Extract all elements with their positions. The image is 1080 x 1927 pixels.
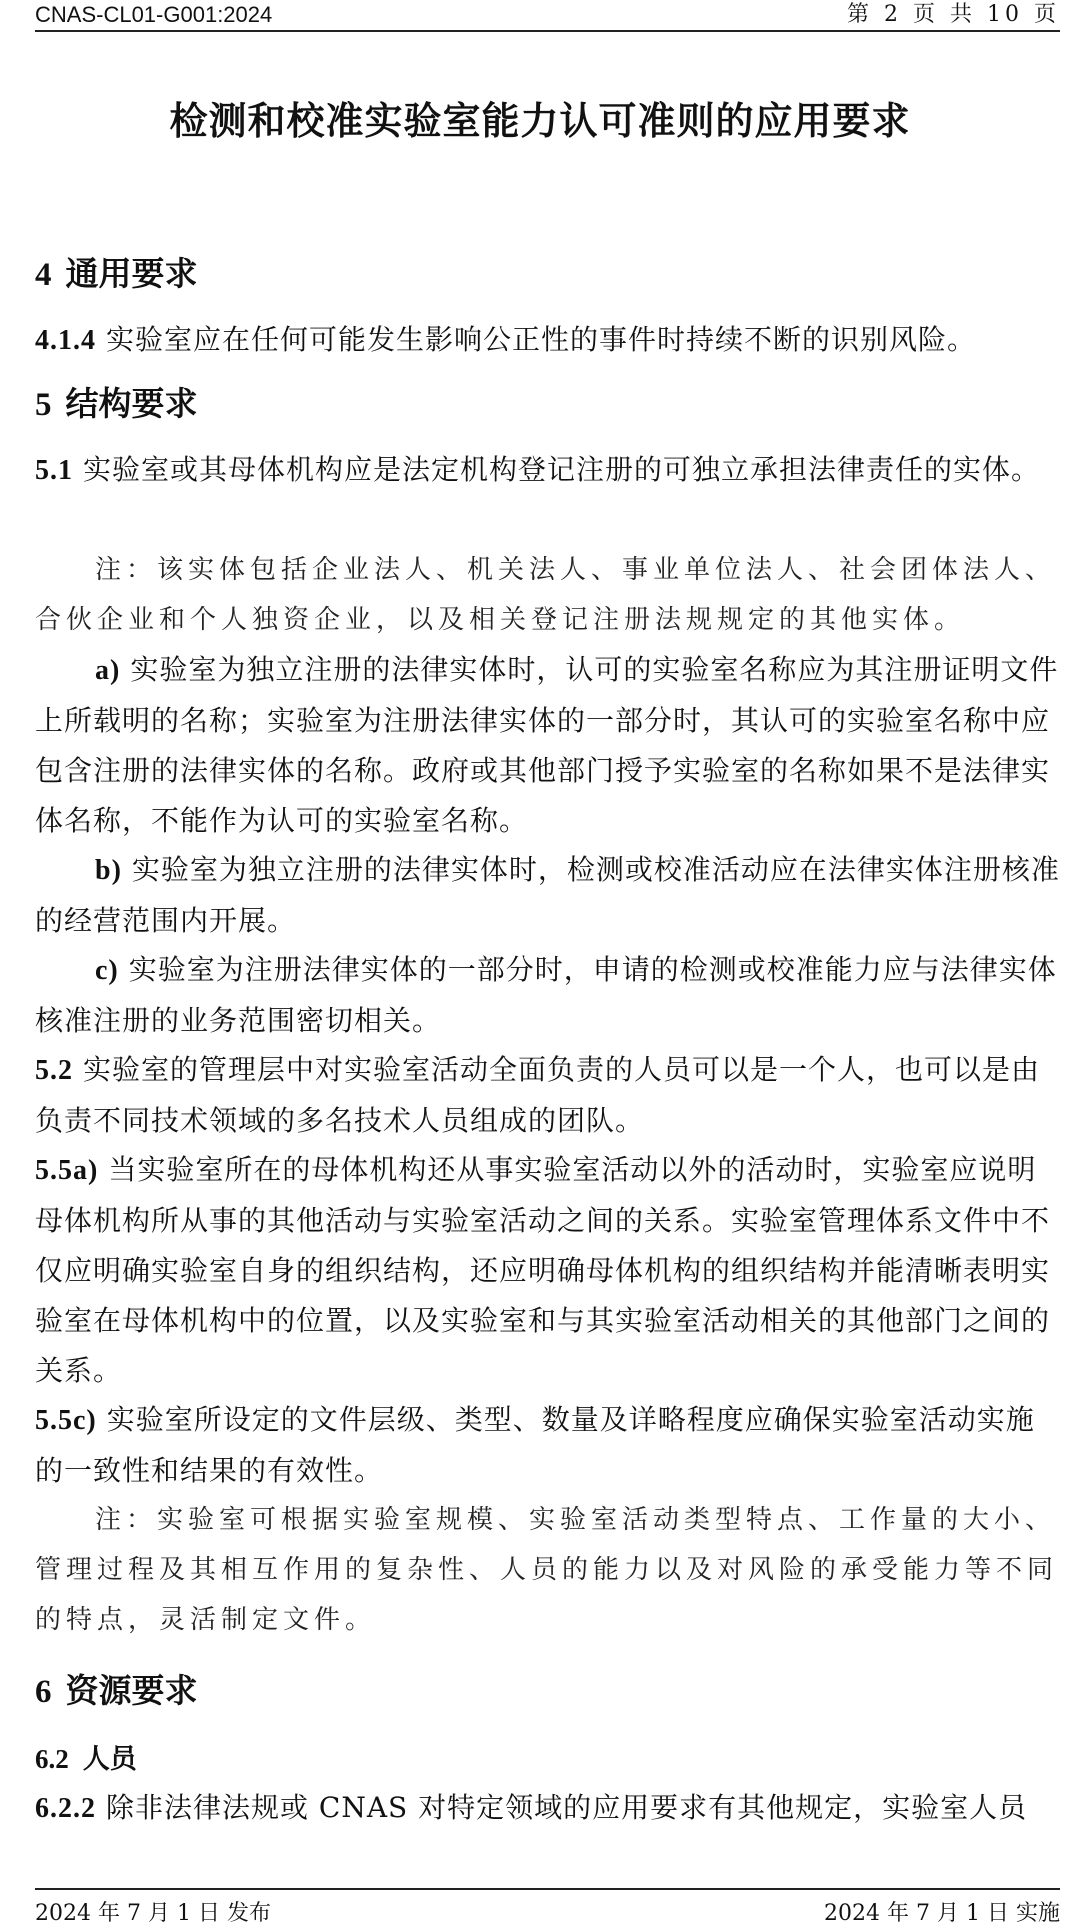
section-5-heading bbox=[35, 378, 198, 425]
item-b bbox=[35, 845, 1060, 946]
item-text: 实验室为独立注册的法律实体时，检测或校准活动应在法律实体注册核准的经营范围内开展。 bbox=[35, 853, 1060, 937]
clause-text: 实验室的管理层中对实验室活动全面负责的人员可以是一个人，也可以是由负责不同技术领域的多名技术人员组成的团队。 bbox=[35, 1053, 1041, 1137]
page-footer bbox=[35, 1888, 1060, 1927]
section-title: 人员 bbox=[82, 1744, 137, 1775]
page-number: 第 2 页 共 10 页 bbox=[847, 2, 1060, 27]
clause-label: 4.1.4 bbox=[35, 325, 96, 356]
document-code: CNAS-CL01-G001:2024 bbox=[35, 2, 273, 27]
clause-label: 5.5a) bbox=[35, 1155, 99, 1186]
item-a bbox=[35, 645, 1060, 846]
section-number: 5 bbox=[35, 387, 52, 423]
clause-5-1 bbox=[35, 445, 1060, 496]
item-label: c) bbox=[95, 955, 119, 986]
clause-label: 5.5c) bbox=[35, 1405, 97, 1436]
document-title: 检测和校准实验室能力认可准则的应用要求 bbox=[169, 99, 911, 143]
item-label: b) bbox=[95, 855, 122, 886]
clause-text: 实验室所设定的文件层级、类型、数量及详略程度应确保实验室活动实施的一致性和结果的有效性。 bbox=[35, 1403, 1035, 1487]
section-6-heading bbox=[35, 1665, 198, 1712]
clause-4-1-4 bbox=[35, 315, 1060, 366]
section-title: 资源要求 bbox=[65, 1671, 198, 1710]
clause-5-5a bbox=[35, 1145, 1060, 1396]
clause-5-2 bbox=[35, 1045, 1060, 1146]
clause-label: 5.1 bbox=[35, 455, 73, 486]
section-title: 结构要求 bbox=[65, 384, 198, 423]
clause-5-5c bbox=[35, 1395, 1060, 1496]
implementation-date: 2024 年 7 月 1 日 实施 bbox=[824, 1901, 1060, 1926]
section-6-2-heading bbox=[35, 1737, 137, 1776]
clause-text: 实验室或其母体机构应是法定机构登记注册的可独立承担法律责任的实体。 bbox=[83, 453, 1041, 486]
clause-text: 实验室应在任何可能发生影响公正性的事件时持续不断的识别风险。 bbox=[106, 323, 977, 356]
item-text: 实验室为独立注册的法律实体时，认可的实验室名称应为其注册证明文件上所载明的名称；实验室为注册法律实体的一部分时，其认可的实验室名称中应包含注册的法律实体的名称。政府或其他部门授予实验室的名称如果不是法律实体名称，不能作为认可的实验室名称。 bbox=[35, 653, 1059, 837]
section-number: 6 bbox=[35, 1674, 52, 1710]
note-2: 注：实验室可根据实验室规模、实验室活动类型特点、工作量的大小、管理过程及其相互作用的复杂性、人员的能力以及对风险的承受能力等不同的特点，灵活制定文件。 bbox=[35, 1505, 1059, 1635]
clause-6-2-2 bbox=[35, 1783, 1060, 1834]
clause-label: 6.2.2 bbox=[35, 1793, 96, 1824]
section-4-heading bbox=[35, 248, 198, 295]
item-label: a) bbox=[95, 655, 121, 686]
item-text: 实验室为注册法律实体的一部分时，申请的检测或校准能力应与法律实体核准注册的业务范围密切相关。 bbox=[35, 953, 1057, 1037]
item-c bbox=[35, 945, 1060, 1046]
clause-text: 除非法律法规或 CNAS 对特定领域的应用要求有其他规定，实验室人员 bbox=[106, 1791, 1028, 1824]
clause-label: 5.2 bbox=[35, 1055, 73, 1086]
clause-text: 当实验室所在的母体机构还从事实验室活动以外的活动时，实验室应说明母体机构所从事的其他活动与实验室活动之间的关系。实验室管理体系文件中不仅应明确实验室自身的组织结构，还应明确母体机构的组织结构并能清晰表明实验室在母体机构中的位置，以及实验室和与其实验室活动相关的其他部门之间的关系。 bbox=[35, 1153, 1051, 1387]
issue-date: 2024 年 7 月 1 日 发布 bbox=[35, 1901, 271, 1926]
section-title: 通用要求 bbox=[65, 254, 198, 293]
section-number: 6.2 bbox=[35, 1744, 69, 1774]
section-number: 4 bbox=[35, 257, 52, 293]
note-1: 注：该实体包括企业法人、机关法人、事业单位法人、社会团体法人、合伙企业和个人独资企业，以及相关登记注册法规规定的其他实体。 bbox=[35, 555, 1057, 635]
page-header bbox=[35, 0, 1060, 32]
